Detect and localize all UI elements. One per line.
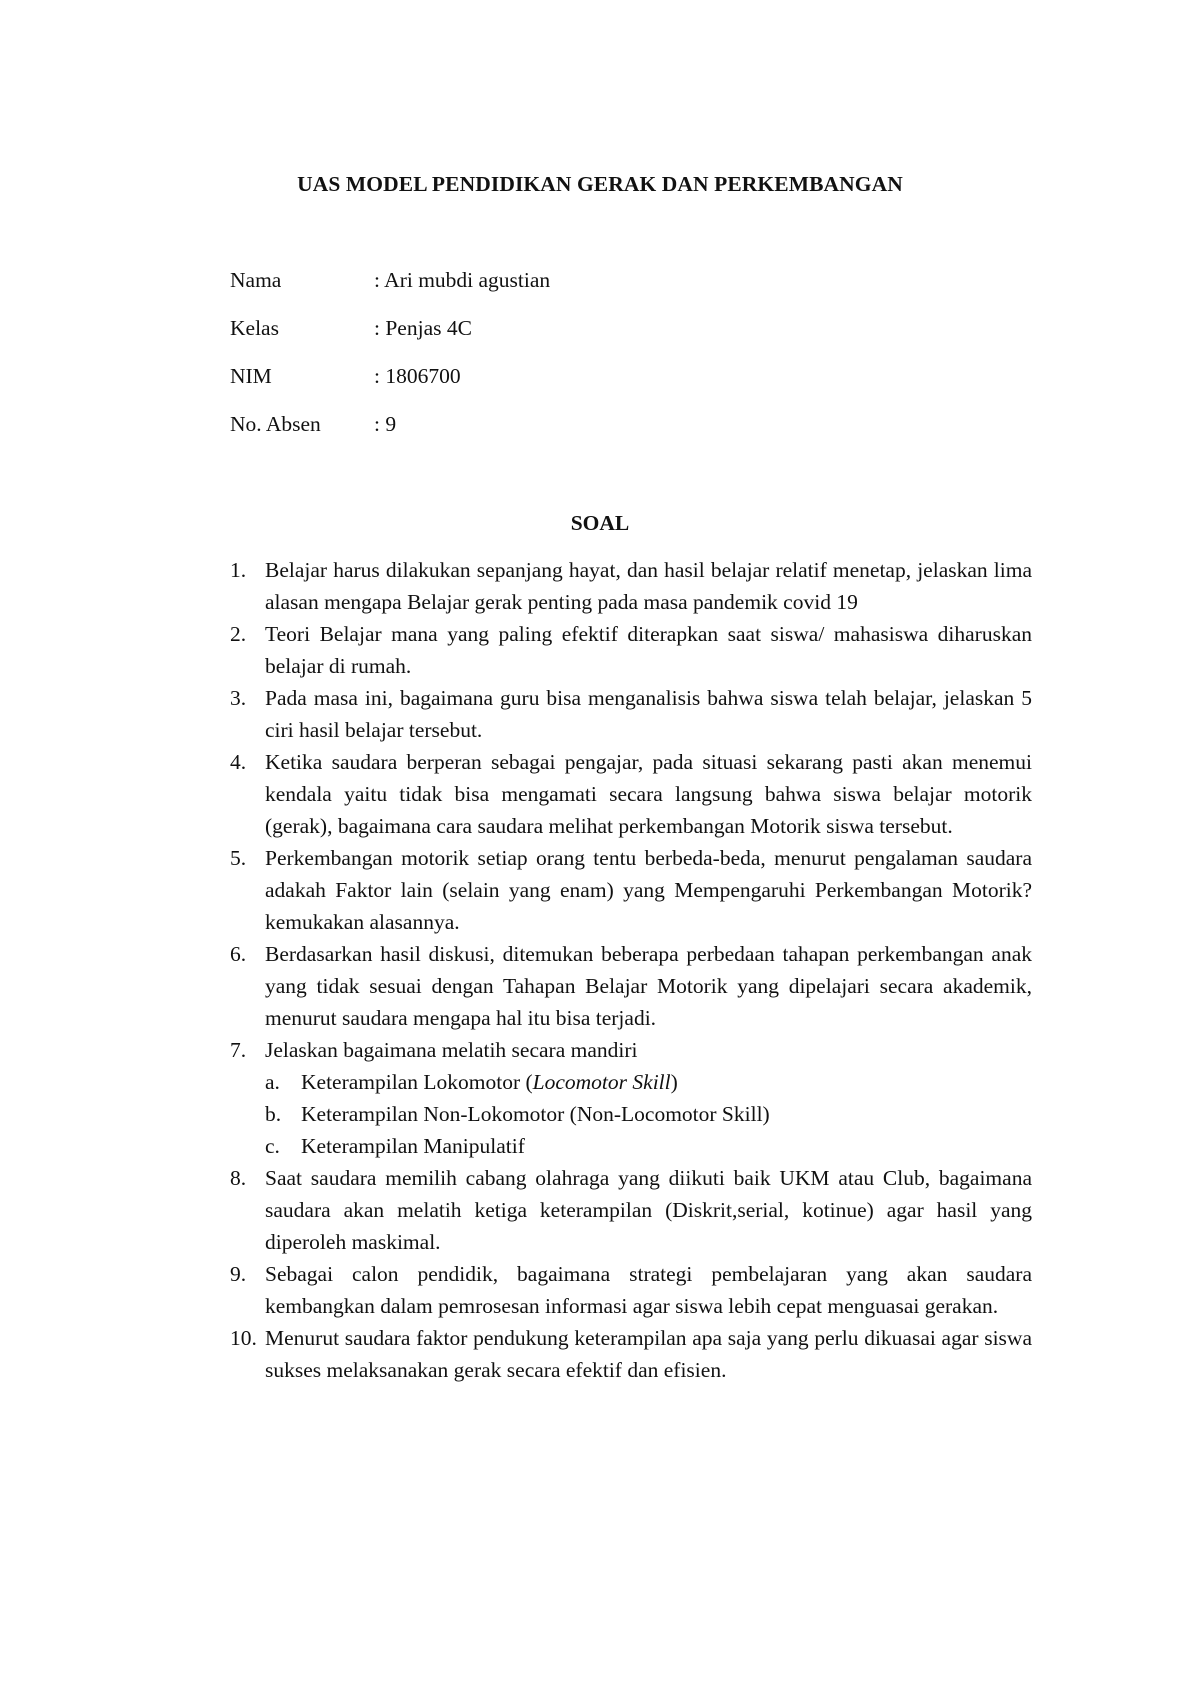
sub-item-letter: c. [265,1134,280,1158]
question-item [230,618,1032,682]
question-item [230,938,1032,1034]
identity-label: No. Absen [230,412,321,436]
question-number: 7. [230,1038,247,1062]
question-text: Berdasarkan hasil diskusi, ditemukan beberapa perbedaan tahapan perkembangan anak yang tidak sesuai dengan Tahapan Belajar Motorik yang dipelajari secara akademik, menurut saudara mengapa hal itu bisa terjadi. [265,942,1032,1030]
question-list [230,554,1032,1386]
question-number: 2. [230,622,247,646]
identity-label: Nama [230,268,282,292]
sub-item-text: Keterampilan Manipulatif [301,1134,525,1158]
question-item [230,746,1032,842]
question-text: Menurut saudara faktor pendukung keterampilan apa saja yang perlu dikuasai agar siswa sukses melaksanakan gerak secara efektif dan efisien. [265,1326,1032,1382]
identity-row-nim [230,362,550,410]
question-number: 10. [230,1326,257,1350]
sub-item [230,1066,1032,1098]
sub-item-text [301,1066,1032,1098]
question-number: 3. [230,686,247,710]
question-text: Ketika saudara berperan sebagai pengajar, pada situasi sekarang pasti akan menemui kendala yaitu tidak bisa mengamati secara langsung bahwa siswa belajar motorik (gerak), bagaimana cara saudara melihat perkembangan Motorik siswa tersebut. [265,750,1032,838]
document-title: UAS MODEL PENDIDIKAN GERAK DAN PERKEMBANGAN [297,172,903,196]
question-number: 6. [230,942,247,966]
identity-value: : Ari mubdi agustian [374,268,551,292]
question-text: Jelaskan bagaimana melatih secara mandiri [265,1038,638,1062]
question-number: 5. [230,846,247,870]
identity-row-kelas [230,314,550,362]
identity-value: : Penjas 4C [374,316,472,340]
question-item [230,1162,1032,1258]
question-item [230,682,1032,746]
identity-label: NIM [230,364,272,388]
question-text: Pada masa ini, bagaimana guru bisa menganalisis bahwa siswa telah belajar, jelaskan 5 ciri hasil belajar tersebut. [265,686,1032,742]
sub-item-letter: b. [265,1102,282,1126]
question-number: 9. [230,1262,247,1286]
question-number: 4. [230,750,247,774]
question-item [230,1258,1032,1322]
question-text: Teori Belajar mana yang paling efektif diterapkan saat siswa/ mahasiswa diharuskan belajar di rumah. [265,622,1032,678]
sub-item [230,1098,1032,1130]
question-item [230,554,1032,618]
question-text: Saat saudara memilih cabang olahraga yang diikuti baik UKM atau Club, bagaimana saudara akan melatih ketiga keterampilan (Diskrit,serial, kotinue) agar hasil yang diperoleh maskimal. [265,1166,1032,1254]
sub-item [230,1130,1032,1162]
sub-item-text: Keterampilan Non-Lokomotor (Non-Locomotor Skill) [301,1102,770,1126]
question-text: Belajar harus dilakukan sepanjang hayat, dan hasil belajar relatif menetap, jelaskan lima alasan mengapa Belajar gerak penting pada masa pandemik covid 19 [265,558,1032,614]
identity-label: Kelas [230,316,279,340]
identity-value: : 9 [374,412,397,436]
sub-item-text-after: ) [670,1070,678,1094]
sub-item-letter: a. [265,1070,280,1094]
question-item [230,842,1032,938]
sub-item-text-before: Keterampilan Lokomotor ( [301,1070,533,1094]
question-number: 1. [230,558,247,582]
question-item [230,1034,1032,1066]
question-text: Perkembangan motorik setiap orang tentu berbeda-beda, menurut pengalaman saudara adakah Faktor lain (selain yang enam) yang Mempengaruhi Perkembangan Motorik? kemukakan alasannya. [265,846,1032,934]
identity-row-absen [230,410,550,458]
identity-block [230,266,550,458]
soal-heading: SOAL [570,511,630,535]
question-number: 8. [230,1166,247,1190]
identity-row-nama [230,266,550,314]
sub-item-text-italic: Locomotor Skill [532,1070,671,1094]
question-text: Sebagai calon pendidik, bagaimana strategi pembelajaran yang akan saudara kembangkan dalam pemrosesan informasi agar siswa lebih cepat menguasai gerakan. [265,1262,1032,1318]
identity-value: : 1806700 [374,364,461,388]
question-item [230,1322,1032,1386]
